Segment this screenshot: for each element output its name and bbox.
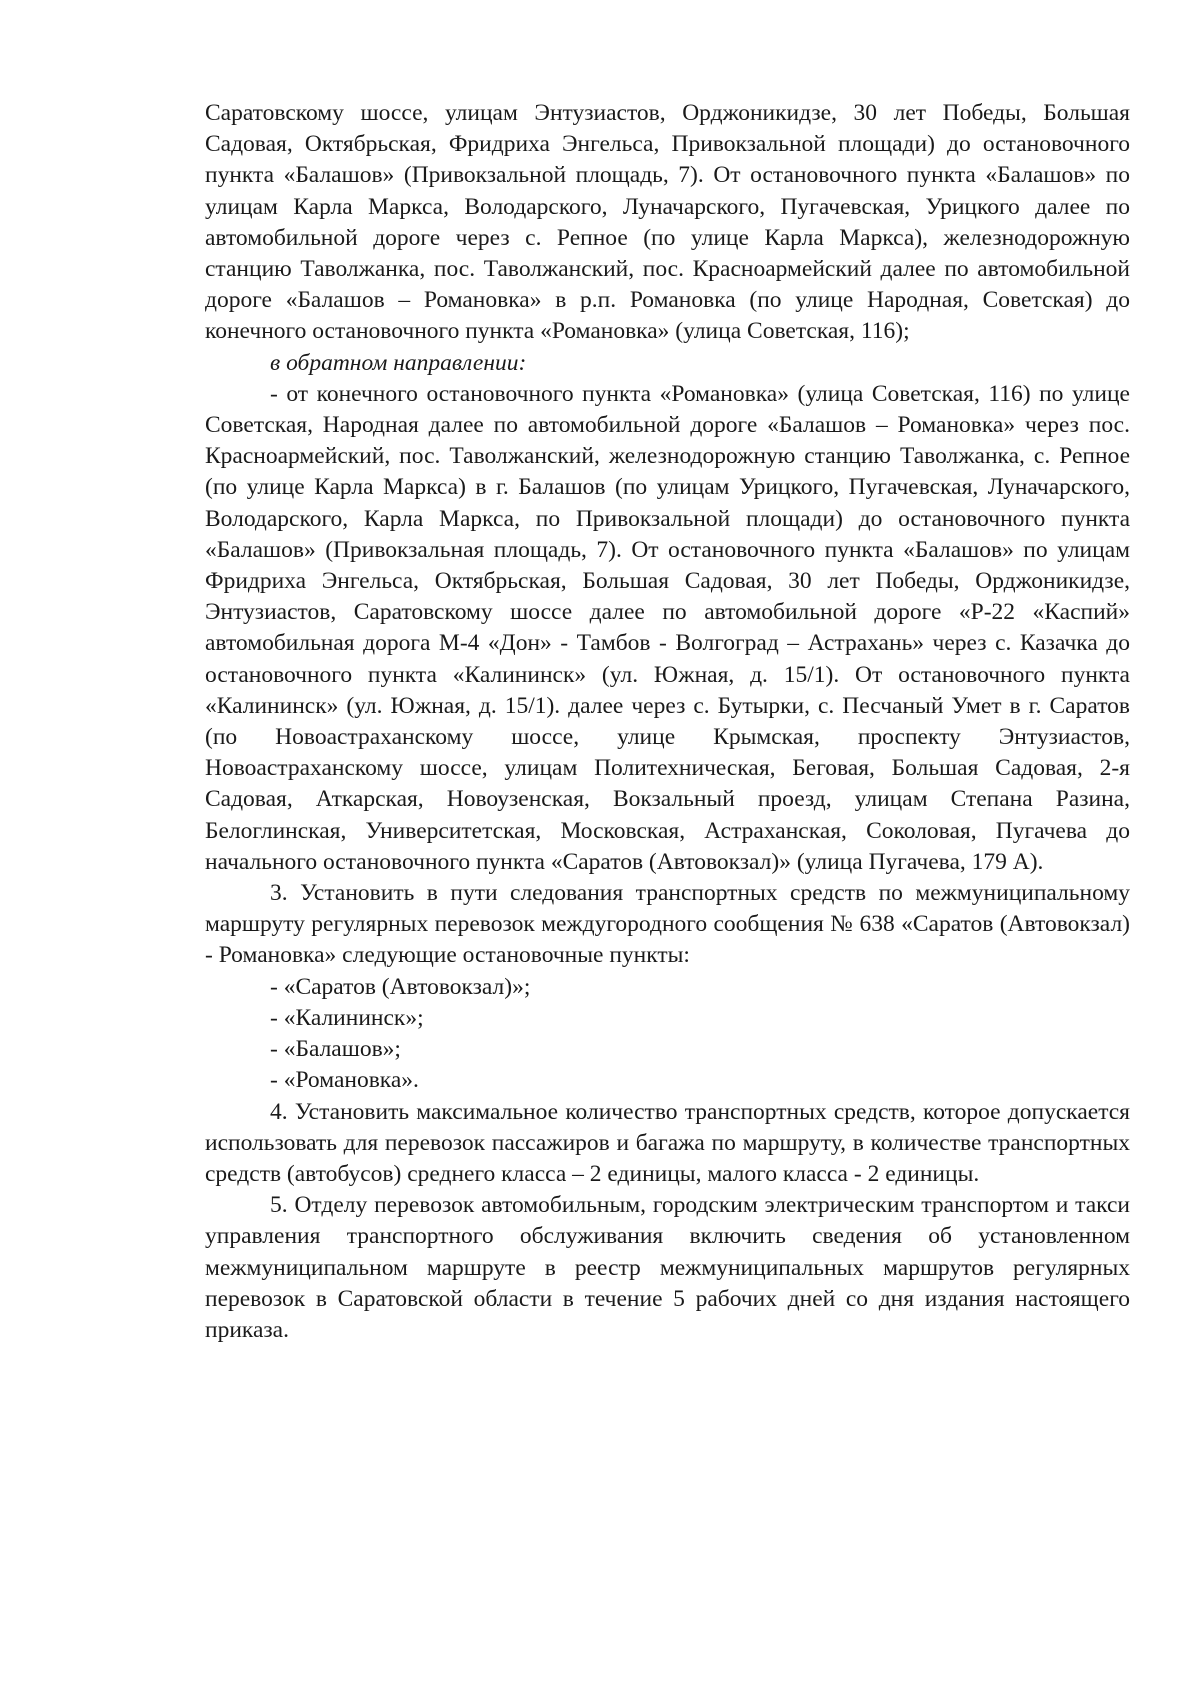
stop-item-romanovka: - «Романовка».: [270, 1067, 419, 1094]
reverse-route-paragraph: - от конечного остановочного пункта «Романовка» (улица Советская, 116) по улице Советская, Народная далее по автомобильной дороге «Балашов – Романовка» через пос. Красноармейский, пос. Таволжанский, железнодорожную станцию Таволжанка, с. Репное (по улице Карла Маркса) в г. Балашов (по улицам Урицкого, Пугачевская, Луначарского, Володарского, Карла Маркса, по Привокзальной площади) до остановочного пункта «Балашов» (Привокзальная площадь, 7). От остановочного пункта «Балашов» по улицам Фридриха Энгельса, Октябрьская, Большая Садовая, 30 лет Победы, Орджоникидзе, Энтузиастов, Саратовскому шоссе далее по автомобильной дороге «Р-22 «Каспий» автомобильная дорога М-4 «Дон» - Тамбов - Волгоград – Астрахань» через с. Казачка до остановочного пункта «Калининск» (ул. Южная, д. 15/1). От остановочного пункта «Калининск» (ул. Южная, д. 15/1). далее через с. Бутырки, с. Песчаный Умет в г. Саратов (по Новоастраханскому шоссе, улице Крымская, проспекту Энтузиастов, Новоастраханскому шоссе, улицам Политехническая, Беговая, Большая Садовая, 2-я Садовая, Аткарская, Новоузенская, Вокзальный проезд, улицам Степана Разина, Белоглинская, Университетская, Московская, Астраханская, Соколовая, Пугачева до начального остановочного пункта «Саратов (Автовокзал)» (улица Пугачева, 179 А).: [205, 380, 1130, 875]
stop-item-kalininsk: - «Калининск»;: [270, 1004, 424, 1031]
reverse-direction-heading: в обратном направлении:: [270, 349, 527, 376]
stop-item-saratov: - «Саратов (Автовокзал)»;: [270, 973, 531, 1000]
document-body: [205, 98, 1130, 1346]
item-5-paragraph: 5. Отделу перевозок автомобильным, городским электрическим транспортом и такси управления транспортного обслуживания включить сведения об установленном межмуниципальном маршруте в реестр межмуниципальных маршрутов регулярных перевозок в Саратовской области в течение 5 рабочих дней со дня издания настоящего приказа.: [205, 1192, 1130, 1343]
item-4-paragraph: 4. Установить максимальное количество транспортных средств, которое допускается использовать для перевозок пассажиров и багажа по маршруту, в количестве транспортных средств (автобусов) среднего класса – 2 единицы, малого класса - 2 единицы.: [205, 1098, 1130, 1187]
route-continuation-paragraph: Саратовскому шоссе, улицам Энтузиастов, Орджоникидзе, 30 лет Победы, Большая Садовая, Октябрьская, Фридриха Энгельса, Привокзальной площади) до остановочного пункта «Балашов» (Привокзальной площадь, 7). От остановочного пункта «Балашов» по улицам Карла Маркса, Володарского, Луначарского, Пугачевская, Урицкого далее по автомобильной дороге через с. Репное (по улице Карла Маркса), железнодорожную станцию Таволжанка, пос. Таволжанский, пос. Красноармейский далее по автомобильной дороге «Балашов – Романовка» в р.п. Романовка (по улице Народная, Советская) до конечного остановочного пункта «Романовка» (улица Советская, 116);: [205, 100, 1130, 345]
item-3-paragraph: 3. Установить в пути следования транспортных средств по межмуниципальному маршруту регулярных перевозок междугородного сообщения № 638 «Саратов (Автовокзал) - Романовка» следующие остановочные пункты:: [205, 880, 1130, 969]
stop-item-balashov: - «Балашов»;: [270, 1036, 401, 1063]
